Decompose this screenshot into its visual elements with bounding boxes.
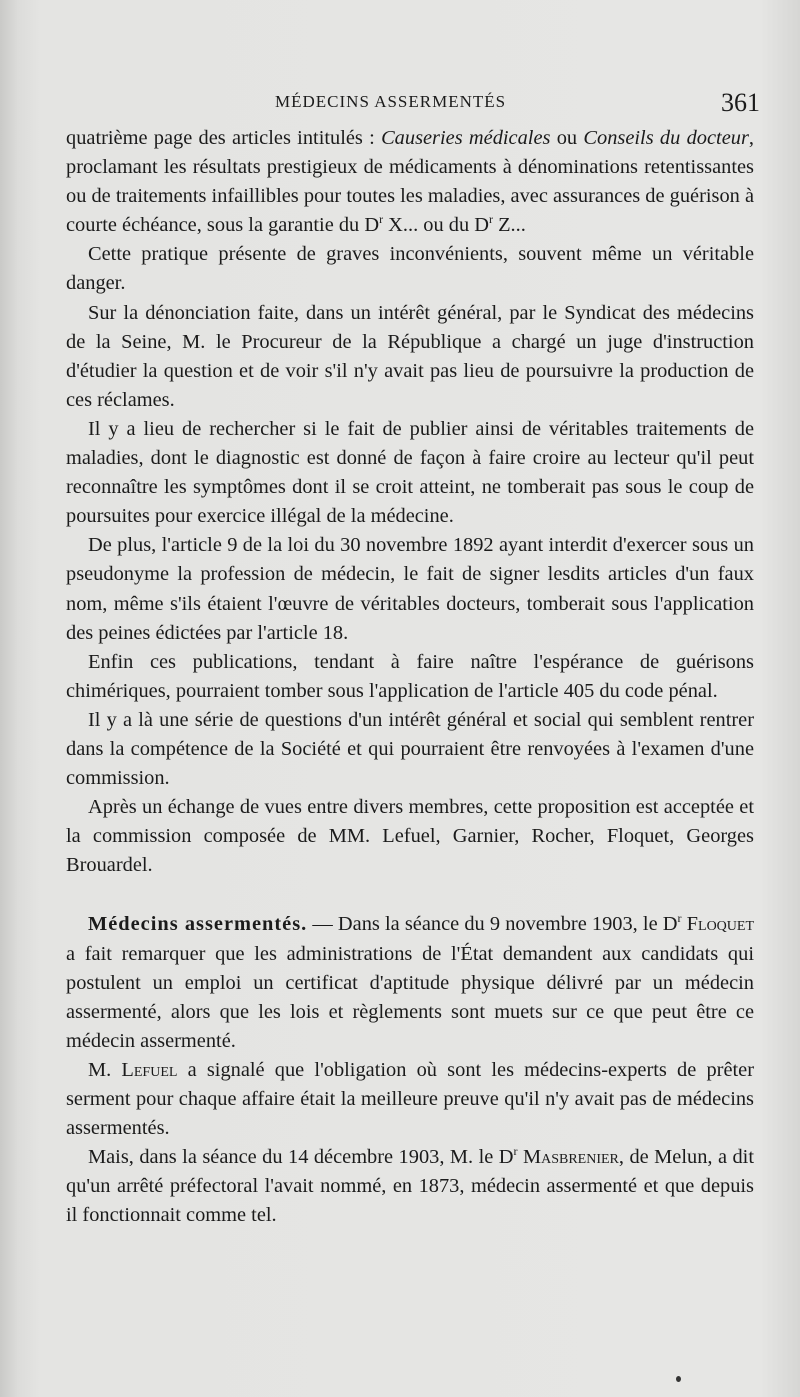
page-header [70,88,760,128]
text-run: X... ou du D [383,214,489,237]
paragraph-5: De plus, l'article 9 de la loi du 30 novembre 1892 ayant interdit d'exercer sous un pseudonyme la profession de médecin, le fait de signer lesdits articles d'un faux nom, même s'ils étaient l'œuvre de véritables docteurs, tomberait sous l'application des peines édictées par l'article 18. [66,534,754,644]
superscript: r [489,212,493,227]
section-heading: Médecins assermentés. [88,913,308,936]
paragraph-3: Sur la dénonciation faite, dans un intérêt général, par le Syndicat des médecins de la Seine, M. le Procureur de la République a chargé un juge d'instruction d'étudier la question et de voir s'il n'y avait pas lieu de poursuivre la production de ces réclames. [66,301,754,411]
superscript: r [379,212,384,227]
text-run: , proclamant les résultats prestigieux de médicaments à dénominations retentissantes ou de traitements infaillibles pour toutes les maladies, avec assurances de guérison à courte échéance, sous la garantie du D [66,127,754,237]
paragraph-8: Après un échange de vues entre divers membres, cette proposition est acceptée et la commission composée de MM. Lefuel, Garnier, Rocher, Floquet, Georges Brouardel. [66,796,754,877]
text-run: a signalé que l'obligation où sont les médecins-experts de prêter serment pour chaque affaire était la meilleure preuve qu'il n'y avait pas de médecins assermentés. [66,1058,755,1140]
text-run: a fait remarquer que les administrations de l'État demandent aux candidats qui postulent un emploi un certificat d'aptitude physique délivré par un médecin assermenté, alors que les lois et règlements sont muets sur ce que peut être ce médecin assermenté. [66,942,754,1052]
superscript: r [677,911,682,926]
section-paragraph-2 [66,1056,754,1143]
text-run: , de Melun, a dit qu'un arrêté préfectoral l'avait nommé, en 1873, médecin assermenté et que depuis il fonctionnait comme tel. [66,1146,754,1227]
text-run: M. [88,1058,122,1081]
text-run: — Dans la séance du 9 novembre 1903, le D [307,913,678,936]
person-name: Masbrenier [522,1146,619,1169]
italic-title-causeries: Causeries médicales [381,127,551,149]
ink-speck [676,1376,681,1382]
person-name: Lefuel [121,1058,178,1081]
text-run: quatrième page des articles intitulés : [66,127,382,149]
running-title: MÉDECINS ASSERMENTÉS [275,92,507,111]
person-name: Floquet [686,913,754,936]
text-run: Mais, dans la séance du 14 décembre 1903, M. le D [88,1146,514,1169]
text-run: Z... [493,214,526,237]
superscript: r [513,1144,518,1159]
text-run: ou [550,127,584,149]
paragraph-1 [66,124,754,240]
section-spacer [66,880,754,910]
paragraph-4: Il y a lieu de rechercher si le fait de publier ainsi de véritables traitements de maladies, dont le diagnostic est donné de façon à faire croire au lecteur qu'il peut reconnaître les symptômes dont il se croit atteint, ne tomberait pas sous le coup de poursuites pour exercice illégal de la médecine. [66,417,754,528]
page-number: 361 [721,88,760,117]
section-paragraph-3 [66,1143,754,1230]
paragraph-6: Enfin ces publications, tendant à faire naître l'espérance de guérisons chimériques, pourraient tomber sous l'application de l'article 405 du code pénal. [66,650,754,702]
section-paragraph-1 [66,910,754,1055]
paragraph-7: Il y a là une série de questions d'un intérêt général et social qui semblent rentrer dans la compétence de la Société et qui pourraient être renvoyées à l'examen d'une commission. [66,708,754,790]
body-text [66,124,754,1230]
paragraph-2: Cette pratique présente de graves inconvénients, souvent même un véritable danger. [66,243,754,295]
italic-title-conseils: Conseils du docteur [583,127,749,149]
